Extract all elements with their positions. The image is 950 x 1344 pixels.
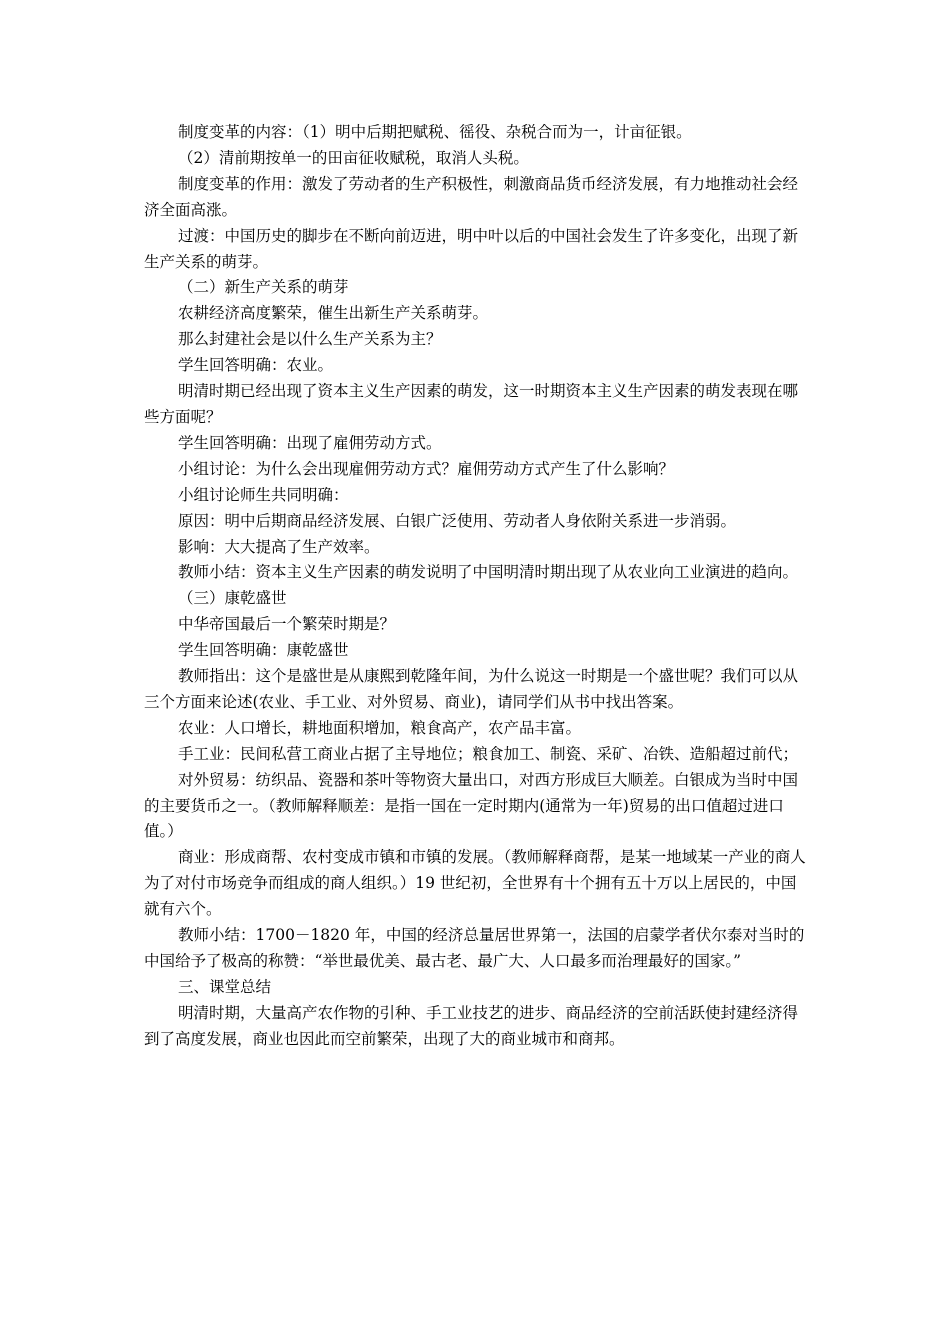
paragraph: 商业：形成商帮、农村变成市镇和市镇的发展。（教师解释商帮，是某一地域某一产业的商人为了对付市场竞争而组成的商人组织。）19 世纪初，全世界有十个拥有五十万以上居民的，中国就有六个。 (144, 848, 806, 919)
paragraph: 教师指出：这个是盛世是从康熙到乾隆年间，为什么说这一时期是一个盛世呢？我们可以从三个方面来论述(农业、手工业、对外贸易、商业)，请同学们从书中找出答案。 (144, 667, 799, 711)
paragraph: 明清时期已经出现了资本主义生产因素的萌发，这一时期资本主义生产因素的萌发表现在哪些方面呢？ (144, 382, 799, 426)
paragraph: 教师小结：资本主义生产因素的萌发说明了中国明清时期出现了从农业向工业演进的趋向。 (178, 563, 799, 582)
paragraph: 对外贸易：纺织品、瓷器和茶叶等物资大量出口，对西方形成巨大顺差。白银成为当时中国的主要货币之一。（教师解释顺差：是指一国在一定时期内(通常为一年)贸易的出口值超过进口值。） (144, 770, 799, 841)
paragraph: 小组讨论师生共同明确： (178, 485, 349, 504)
paragraph: 手工业：民间私营工商业占据了主导地位；粮食加工、制瓷、采矿、冶铁、造船超过前代； (178, 744, 799, 763)
paragraph: 学生回答明确：农业。 (178, 356, 334, 375)
paragraph: 过渡：中国历史的脚步在不断向前迈进，明中叶以后的中国社会发生了许多变化，出现了新生产关系的萌芽。 (144, 226, 799, 271)
paragraph: 农耕经济高度繁荣，催生出新生产关系萌芽。 (178, 304, 489, 323)
paragraph: 明清时期，大量高产农作物的引种、手工业技艺的进步、商品经济的空前活跃使封建经济得到了高度发展，商业也因此而空前繁荣，出现了大的商业城市和商邦。 (144, 1003, 799, 1048)
paragraph: 学生回答明确：康乾盛世 (178, 641, 349, 660)
paragraph: 农业：人口增长，耕地面积增加，粮食高产，农产品丰富。 (178, 718, 582, 737)
paragraph: 制度变革的作用：激发了劳动者的生产积极性，刺激商品货币经济发展，有力地推动社会经济全面高涨。 (144, 174, 799, 219)
paragraph: 小组讨论：为什么会出现雇佣劳动方式？雇佣劳动方式产生了什么影响？ (178, 459, 675, 478)
paragraph: 学生回答明确：出现了雇佣劳动方式。 (178, 433, 442, 452)
section-heading: （三）康乾盛世 (178, 589, 287, 608)
paragraph: 中华帝国最后一个繁荣时期是？ (178, 615, 396, 634)
section-heading: （二）新生产关系的萌芽 (178, 278, 349, 297)
paragraph: 那么封建社会是以什么生产关系为主？ (178, 330, 442, 349)
paragraph: 教师小结：1700－1820 年，中国的经济总量居世界第一，法国的启蒙学者伏尔泰对当时的中国给予了极高的称赞：“举世最优美、最古老、最广大、人口最多而治理最好的国家。” (144, 926, 805, 970)
document-body (144, 120, 806, 1053)
paragraph: 原因：明中后期商品经济发展、白银广泛使用、劳动者人身依附关系进一步消弱。 (178, 511, 737, 530)
paragraph: 制度变革的内容：（1）明中后期把赋税、徭役、杂税合而为一，计亩征银。 (178, 123, 692, 141)
paragraph: （2）清前期按单一的田亩征收赋税，取消人头税。 (178, 148, 529, 167)
section-heading: 三、课堂总结 (178, 977, 272, 996)
paragraph: 影响：大大提高了生产效率。 (178, 537, 380, 556)
